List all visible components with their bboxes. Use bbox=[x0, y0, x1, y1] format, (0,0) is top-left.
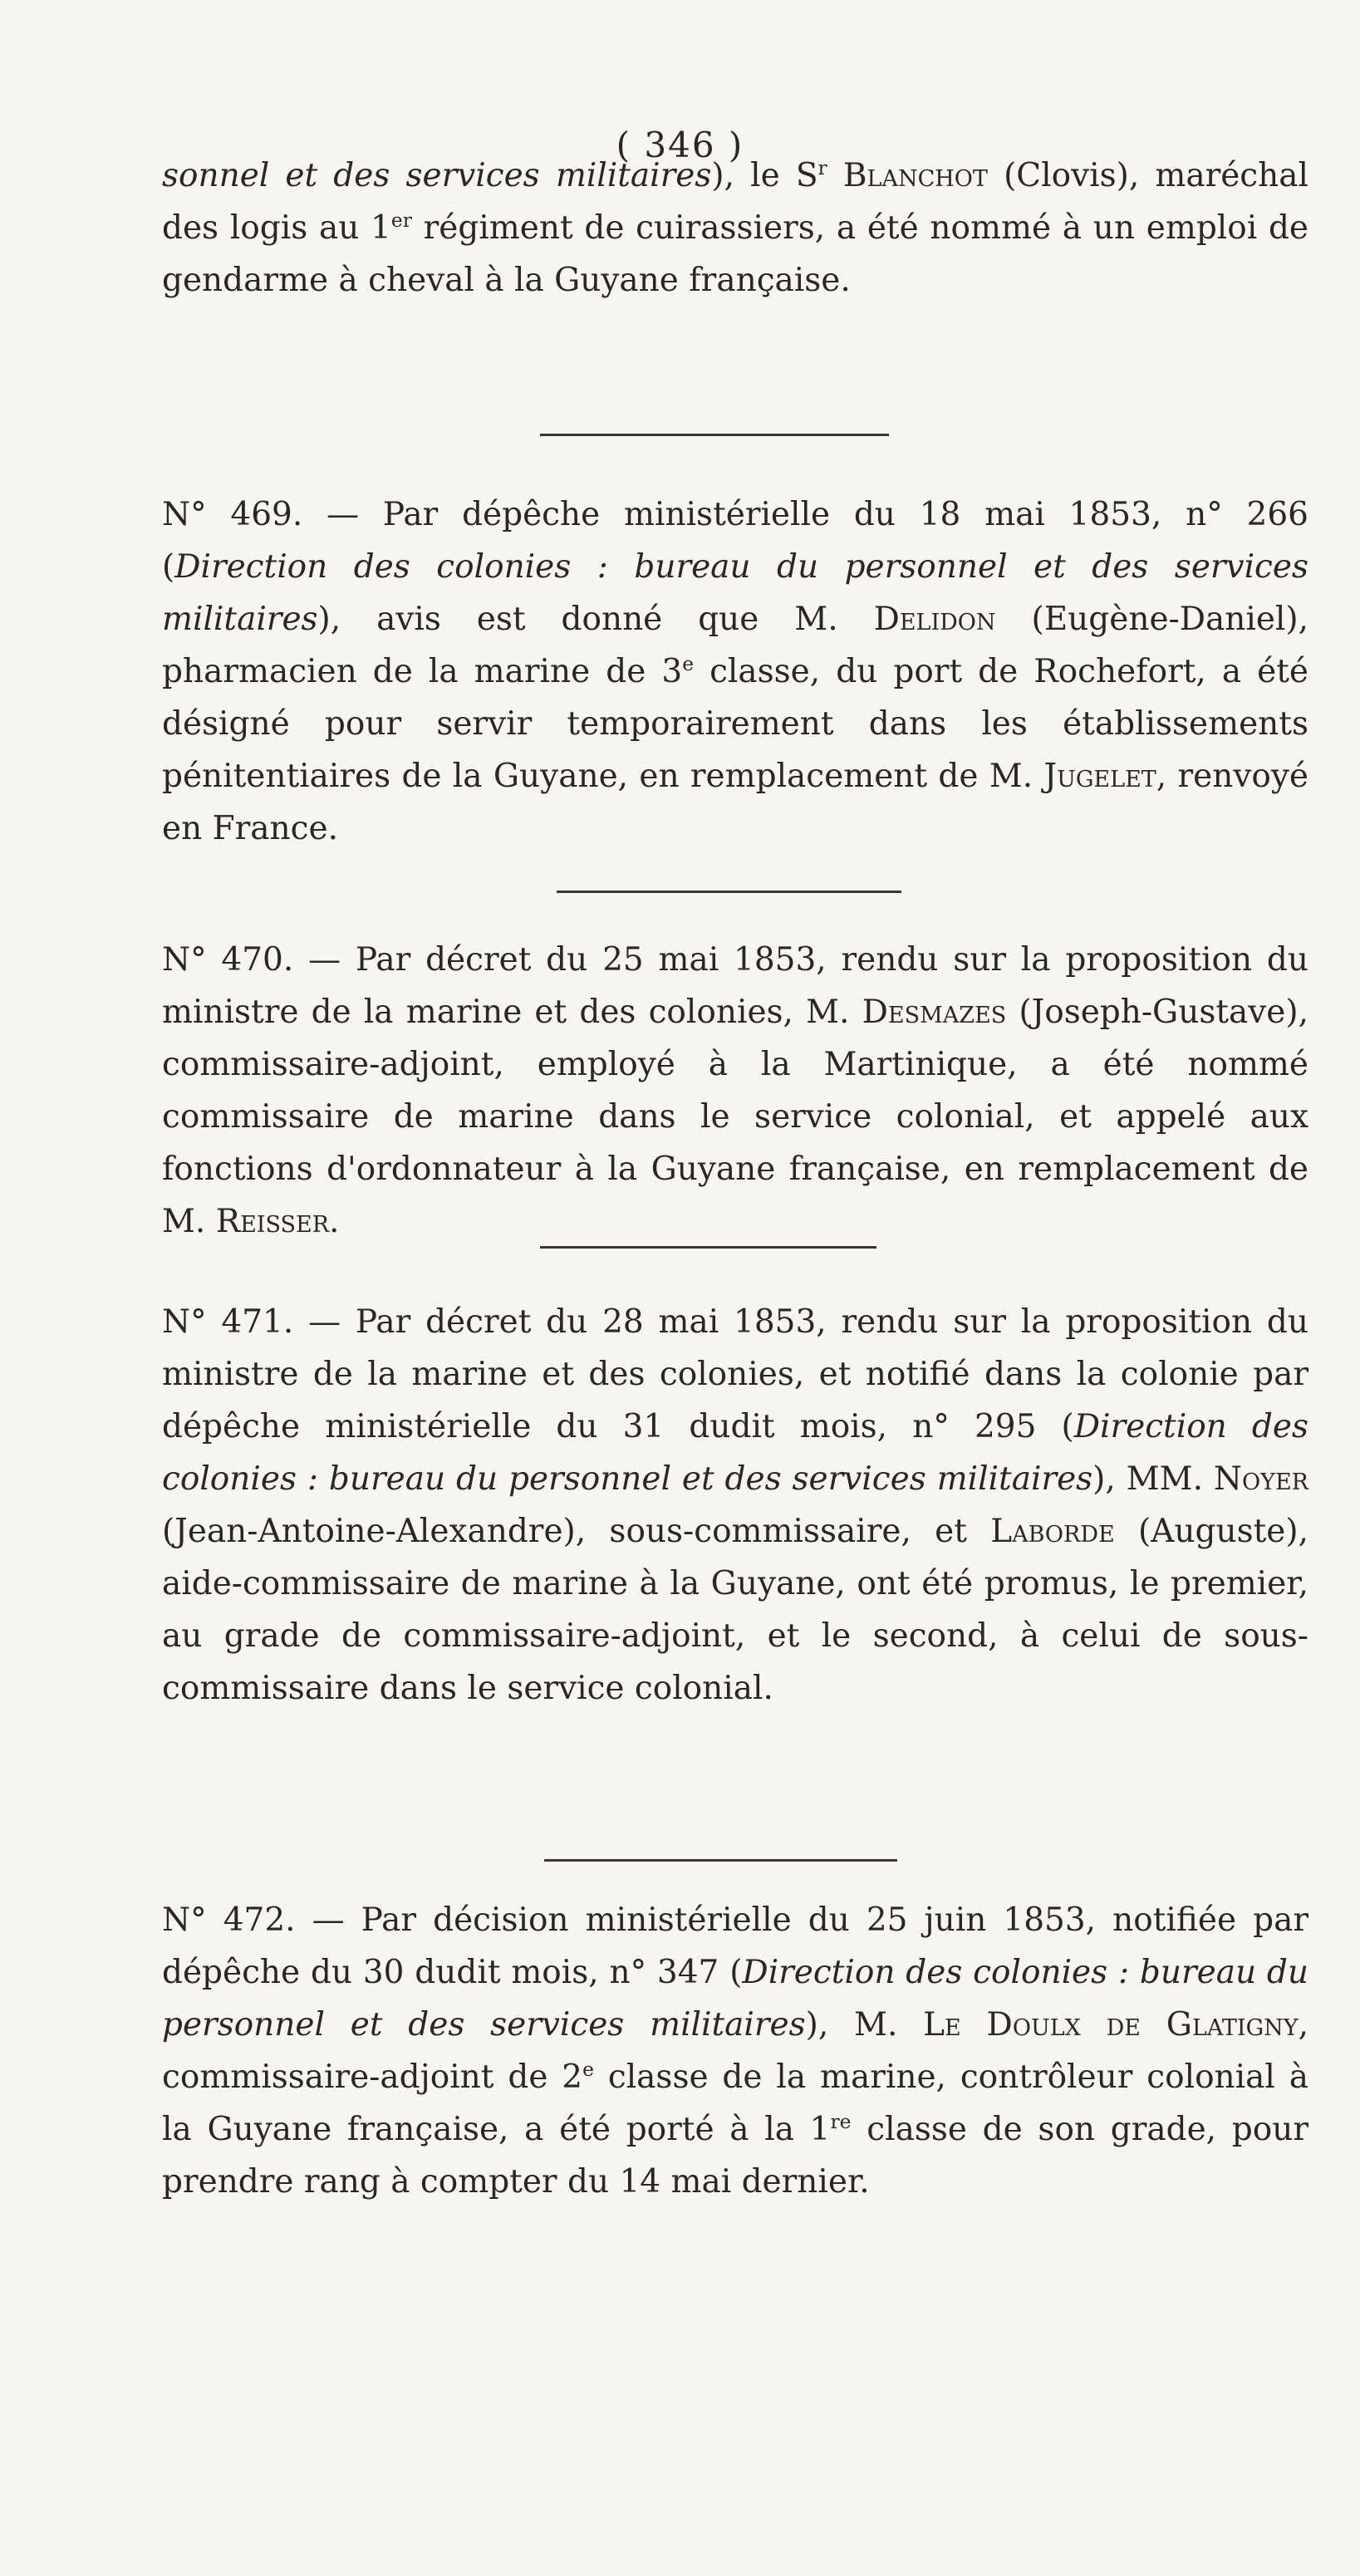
intro-text: ), le S bbox=[711, 157, 818, 194]
person-name: Laborde bbox=[990, 1513, 1115, 1550]
entry-text: (Joseph-Gustave), commissaire-adjoint, employé à la Martinique, a été nommé commissaire de marine dans le service colonial, et appelé aux fonctions d'ordonnateur à la Guyane française, en remplacement de M. bbox=[162, 994, 1308, 1240]
entry-italic: Direction des colonies : bureau du personnel et des services militaires bbox=[162, 548, 1308, 638]
entry-text: N° 471. — Par décret du 28 mai 1853, rendu sur la proposition du ministre de la marine et des colonies, et notifié dans la colonie par dépêche ministérielle du 31 dudit mois, n° 295 ( bbox=[162, 1303, 1308, 1445]
intro-text: régiment de cuirassiers, a été nommé à un emploi de gendarme à cheval à la Guyane française. bbox=[162, 209, 1308, 299]
entry-text: , renvoyé en France. bbox=[162, 758, 1308, 847]
entry-text: ), MM. bbox=[1092, 1460, 1214, 1498]
entry-text: classe de la marine, contrôleur colonial à la Guyane française, a été porté à la 1 bbox=[162, 2058, 1309, 2148]
entry-text: (Eugène-Daniel), pharmacien de la marine de 3 bbox=[162, 601, 1308, 690]
intro-sup: r bbox=[817, 156, 827, 179]
entry-text: (Auguste), aide-commissaire de marine à la Guyane, ont été promus, le premier, au grade de commissaire-adjoint, et le second, à celui de sous-commissaire dans le service colonial. bbox=[162, 1513, 1308, 1707]
person-name: Blanchot bbox=[842, 157, 988, 194]
intro-text: (Clovis), maréchal des logis au 1 bbox=[162, 157, 1308, 247]
entry-text: N° 469. — Par dépêche ministérielle du 18 mai 1853, n° 266 ( bbox=[162, 496, 1308, 586]
entry-text: classe de son grade, pour prendre rang à compter du 14 mai dernier. bbox=[162, 2111, 1308, 2201]
person-name: Delidon bbox=[873, 601, 996, 638]
entry-472 bbox=[162, 1894, 1308, 2208]
entry-italic: Direction des colonies : bureau du personnel et des services militaires bbox=[162, 1954, 1309, 2044]
entry-text: , commissaire-adjoint de 2 bbox=[162, 2006, 1308, 2096]
section-divider bbox=[544, 1859, 897, 1862]
entry-italic: Direction des colonies : bureau du personnel et des services militaires bbox=[162, 1408, 1308, 1498]
entry-471 bbox=[162, 1296, 1308, 1715]
entry-text: N° 472. — Par décision ministérielle du 25 juin 1853, notifiée par dépêche du 30 dudit mois, n° 347 ( bbox=[162, 1901, 1308, 1991]
section-divider bbox=[540, 434, 889, 436]
person-name: Noyer bbox=[1213, 1460, 1308, 1498]
entry-text: ), M. bbox=[805, 2006, 924, 2044]
person-name: Le Doulx de Glatigny bbox=[923, 2006, 1299, 2044]
entry-text: (Jean-Antoine-Alexandre), sous-commissaire, et bbox=[162, 1513, 991, 1550]
entry-sup: e bbox=[682, 652, 695, 675]
entry-text: classe, du port de Rochefort, a été désigné pour servir temporairement dans les établissements pénitentiaires de la Guyane, en remplacement de M. bbox=[162, 653, 1308, 795]
person-name: Reisser bbox=[215, 1203, 330, 1240]
entry-text: ), avis est donné que M. bbox=[317, 601, 874, 638]
person-name: Jugelet bbox=[1043, 758, 1156, 795]
entry-469 bbox=[162, 488, 1308, 855]
intro-italic: sonnel et des services militaires bbox=[162, 157, 712, 194]
section-divider bbox=[540, 1246, 876, 1249]
entry-text: N° 470. — Par décret du 25 mai 1853, rendu sur la proposition du ministre de la marine et des colonies, M. bbox=[162, 941, 1308, 1031]
person-name: Desmazes bbox=[862, 994, 1007, 1031]
entry-sup: e bbox=[582, 2058, 594, 2081]
page-number: ( 346 ) bbox=[616, 125, 744, 165]
section-divider bbox=[557, 891, 901, 893]
entry-470 bbox=[162, 934, 1308, 1248]
entry-text: . bbox=[329, 1203, 340, 1240]
intro-paragraph bbox=[162, 150, 1308, 307]
intro-sup: er bbox=[390, 209, 412, 232]
entry-sup: re bbox=[830, 2110, 852, 2133]
